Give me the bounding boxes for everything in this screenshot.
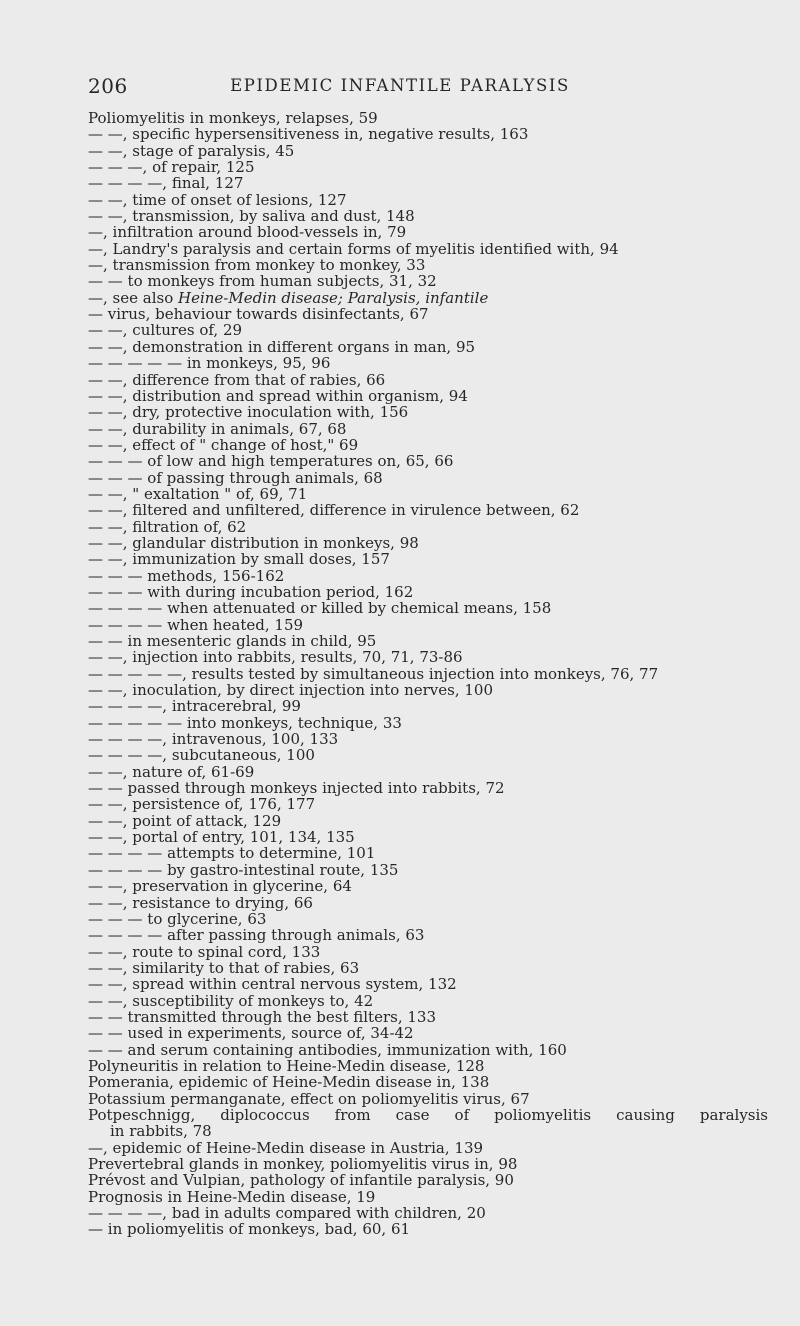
index-entry	[88, 322, 768, 338]
index-entry-text: — — — to glycerine, 63	[88, 909, 267, 928]
index-entry-text: — —, preservation in glycerine, 64	[88, 877, 352, 896]
index-entry	[88, 1156, 768, 1172]
index-entry	[88, 796, 768, 812]
index-entry-text: — —, time of onset of lesions, 127	[88, 190, 347, 209]
index-entry	[88, 257, 768, 273]
index-entry	[88, 1058, 768, 1074]
index-entry-text: in rabbits, 78	[110, 1122, 212, 1141]
index-entry-text: Prévost and Vulpian, pathology of infantile paralysis, 90	[88, 1171, 514, 1190]
index-entry	[88, 715, 768, 731]
index-entry	[88, 1172, 768, 1188]
index-entry	[88, 339, 768, 355]
index-entry	[88, 306, 768, 322]
index-entry-list	[88, 110, 768, 1238]
index-entry	[88, 273, 768, 289]
index-entry	[88, 976, 768, 992]
index-entry	[88, 895, 768, 911]
index-entry-text: — —, effect of " change of host," 69	[88, 435, 359, 454]
index-entry	[88, 1189, 768, 1205]
index-entry-text: — —, nature of, 61-69	[88, 762, 255, 781]
index-entry-text: — — in mesenteric glands in child, 95	[88, 632, 377, 650]
index-entry-text: — — — of low and high temperatures on, 65, 66	[88, 452, 454, 471]
index-entry	[88, 1221, 768, 1237]
index-entry	[88, 175, 768, 191]
index-entry	[88, 993, 768, 1009]
index-entry-text: — —, glandular distribution in monkeys, 98	[88, 533, 419, 552]
index-entry-text: — — — — by gastro-intestinal route, 135	[88, 860, 399, 879]
index-entry	[88, 600, 768, 616]
index-entry	[88, 911, 768, 927]
index-entry	[88, 437, 768, 453]
index-entry	[88, 584, 768, 600]
index-entry	[88, 551, 768, 567]
index-entry-text: — in poliomyelitis of monkeys, bad, 60, 61	[88, 1220, 411, 1239]
index-entry	[88, 404, 768, 420]
index-entry	[88, 453, 768, 469]
index-entry	[88, 1107, 768, 1123]
index-entry-continuation	[88, 1123, 768, 1139]
index-entry-text: — —, filtration of, 62	[88, 517, 247, 536]
index-entry	[88, 747, 768, 763]
index-entry-text: — — passed through monkeys injected into rabbits, 72	[88, 779, 505, 798]
index-entry-text: —, infiltration around blood-vessels in, 79	[88, 223, 407, 242]
index-entry-text: — —, persistence of, 176, 177	[88, 795, 316, 814]
index-entry	[88, 159, 768, 175]
index-entry-text: — —, dry, protective inoculation with, 156	[88, 403, 409, 422]
index-entry	[88, 421, 768, 437]
index-entry-text: — — — — — into monkeys, technique, 33	[88, 713, 402, 732]
index-entry	[88, 862, 768, 878]
index-entry-text: — —, filtered and unfiltered, difference in virulence between, 62	[88, 501, 580, 520]
index-entry-text: — — — —, intracerebral, 99	[88, 697, 301, 716]
index-entry	[88, 633, 768, 649]
index-entry	[88, 1025, 768, 1041]
index-entry-text: — — — — — in monkeys, 95, 96	[88, 354, 331, 373]
index-entry-text: — — transmitted through the best filters, 133	[88, 1007, 436, 1026]
index-entry-text: — — used in experiments, source of, 34-42	[88, 1024, 414, 1043]
index-entry	[88, 1009, 768, 1025]
index-entry-text: — —, inoculation, by direct injection into nerves, 100	[88, 681, 494, 700]
index-entry	[88, 1205, 768, 1221]
index-entry	[88, 126, 768, 142]
index-entry	[88, 224, 768, 240]
index-entry	[88, 110, 768, 126]
index-entry-text: — — — —, final, 127	[88, 174, 244, 193]
index-entry-text: — — — —, intravenous, 100, 133	[88, 730, 339, 749]
index-entry-text: — — to monkeys from human subjects, 31, 32	[88, 272, 437, 291]
index-entry	[88, 470, 768, 486]
index-entry-text: — —, transmission, by saliva and dust, 148	[88, 207, 415, 226]
index-entry-text: — —, spread within central nervous system, 132	[88, 975, 457, 994]
index-entry	[88, 1074, 768, 1090]
index-entry-text: Prognosis in Heine-Medin disease, 19	[88, 1187, 376, 1206]
index-entry-text: — —, similarity to that of rabies, 63	[88, 958, 360, 977]
index-entry-text: Potassium permanganate, effect on poliomyelitis virus, 67	[88, 1089, 530, 1108]
index-entry	[88, 568, 768, 584]
index-entry-text: — —, specific hypersensitiveness in, negative results, 163	[88, 125, 529, 144]
index-entry-text: Pomerania, epidemic of Heine-Medin disease in, 138	[88, 1073, 490, 1092]
index-entry-text: — — — of passing through animals, 68	[88, 468, 383, 487]
index-entry-text: — — — with during incubation period, 162	[88, 582, 414, 601]
index-entry-text: — —, route to spinal cord, 133	[88, 942, 321, 961]
index-entry-text: — — — — attempts to determine, 101	[88, 844, 376, 863]
index-entry	[88, 1042, 768, 1058]
index-entry-text: — —, durability in animals, 67, 68	[88, 419, 347, 438]
index-entry	[88, 764, 768, 780]
index-entry-text: —, transmission from monkey to monkey, 33	[88, 256, 426, 275]
index-entry	[88, 388, 768, 404]
index-entry	[88, 813, 768, 829]
index-entry-text: — —, susceptibility of monkeys to, 42	[88, 991, 374, 1010]
index-entry-text: —, epidemic of Heine-Medin disease in Austria, 139	[88, 1138, 484, 1157]
index-entry	[88, 617, 768, 633]
index-entry-text: — —, distribution and spread within organism, 94	[88, 386, 468, 405]
index-entry	[88, 682, 768, 698]
running-head: EPIDEMIC INFANTILE PARALYSIS	[230, 76, 570, 95]
index-entry-text: — virus, behaviour towards disinfectants, 67	[88, 305, 429, 324]
index-entry-text: — — and serum containing antibodies, immunization with, 160	[88, 1040, 567, 1059]
index-entry	[88, 666, 768, 682]
index-entry-text: — — —, of repair, 125	[88, 158, 255, 177]
index-entry-text: — — — methods, 156-162	[88, 566, 285, 585]
index-entry	[88, 290, 768, 306]
index-entry	[88, 208, 768, 224]
page-number: 206	[88, 74, 128, 98]
index-entry-text: — —, resistance to drying, 66	[88, 893, 313, 912]
index-entry-text: — — — — —, results tested by simultaneous injection into monkeys, 76, 77	[88, 664, 659, 683]
index-entry-text: — —, stage of paralysis, 45	[88, 141, 295, 160]
index-entry-text: — — — — after passing through animals, 63	[88, 926, 425, 945]
index-entry	[88, 927, 768, 943]
index-entry	[88, 241, 768, 257]
index-entry-text: — — — —, subcutaneous, 100	[88, 746, 315, 765]
index-entry-text: —, Landry's paralysis and certain forms of myelitis identified with, 94	[88, 239, 619, 258]
index-entry	[88, 960, 768, 976]
index-entry-text: — — — —, bad in adults compared with children, 20	[88, 1204, 486, 1223]
index-entry	[88, 143, 768, 159]
index-entry-text: Poliomyelitis in monkeys, relapses, 59	[88, 109, 378, 127]
index-entry	[88, 355, 768, 371]
index-entry	[88, 845, 768, 861]
index-entry	[88, 944, 768, 960]
index-entry-text: — —, cultures of, 29	[88, 321, 243, 340]
index-entry-italic-text: Heine-Medin disease; Paralysis, infantile	[178, 288, 489, 307]
index-entry-text: — —, immunization by small doses, 157	[88, 550, 390, 569]
index-entry-text: — —, " exaltation " of, 69, 71	[88, 484, 308, 503]
index-entry	[88, 829, 768, 845]
index-entry-text: — — — — when heated, 159	[88, 615, 304, 634]
index-entry-text: — —, portal of entry, 101, 134, 135	[88, 828, 355, 847]
index-entry	[88, 486, 768, 502]
index-entry-text: —, see also	[88, 288, 178, 307]
index-entry-text: Prevertebral glands in monkey, poliomyelitis virus in, 98	[88, 1155, 518, 1173]
index-entry	[88, 731, 768, 747]
index-entry-text: — —, point of attack, 129	[88, 811, 282, 830]
index-entry	[88, 698, 768, 714]
index-entry	[88, 1091, 768, 1107]
index-entry-text: — — — — when attenuated or killed by chemical means, 158	[88, 599, 552, 618]
index-entry	[88, 878, 768, 894]
index-entry	[88, 192, 768, 208]
index-entry-text: Polyneuritis in relation to Heine-Medin disease, 128	[88, 1056, 485, 1075]
index-entry	[88, 780, 768, 796]
index-entry-text: — —, demonstration in different organs in man, 95	[88, 337, 476, 356]
index-entry	[88, 372, 768, 388]
index-entry	[88, 535, 768, 551]
index-entry-text: — —, difference from that of rabies, 66	[88, 370, 386, 389]
index-entry	[88, 649, 768, 665]
index-entry	[88, 502, 768, 518]
index-entry	[88, 1140, 768, 1156]
index-entry	[88, 519, 768, 535]
index-entry-text: Potpeschnigg, diplococcus from case of poliomyelitis causing paralysis	[88, 1105, 768, 1124]
page-header	[0, 74, 800, 98]
index-entry-text: — —, injection into rabbits, results, 70, 71, 73-86	[88, 648, 463, 667]
